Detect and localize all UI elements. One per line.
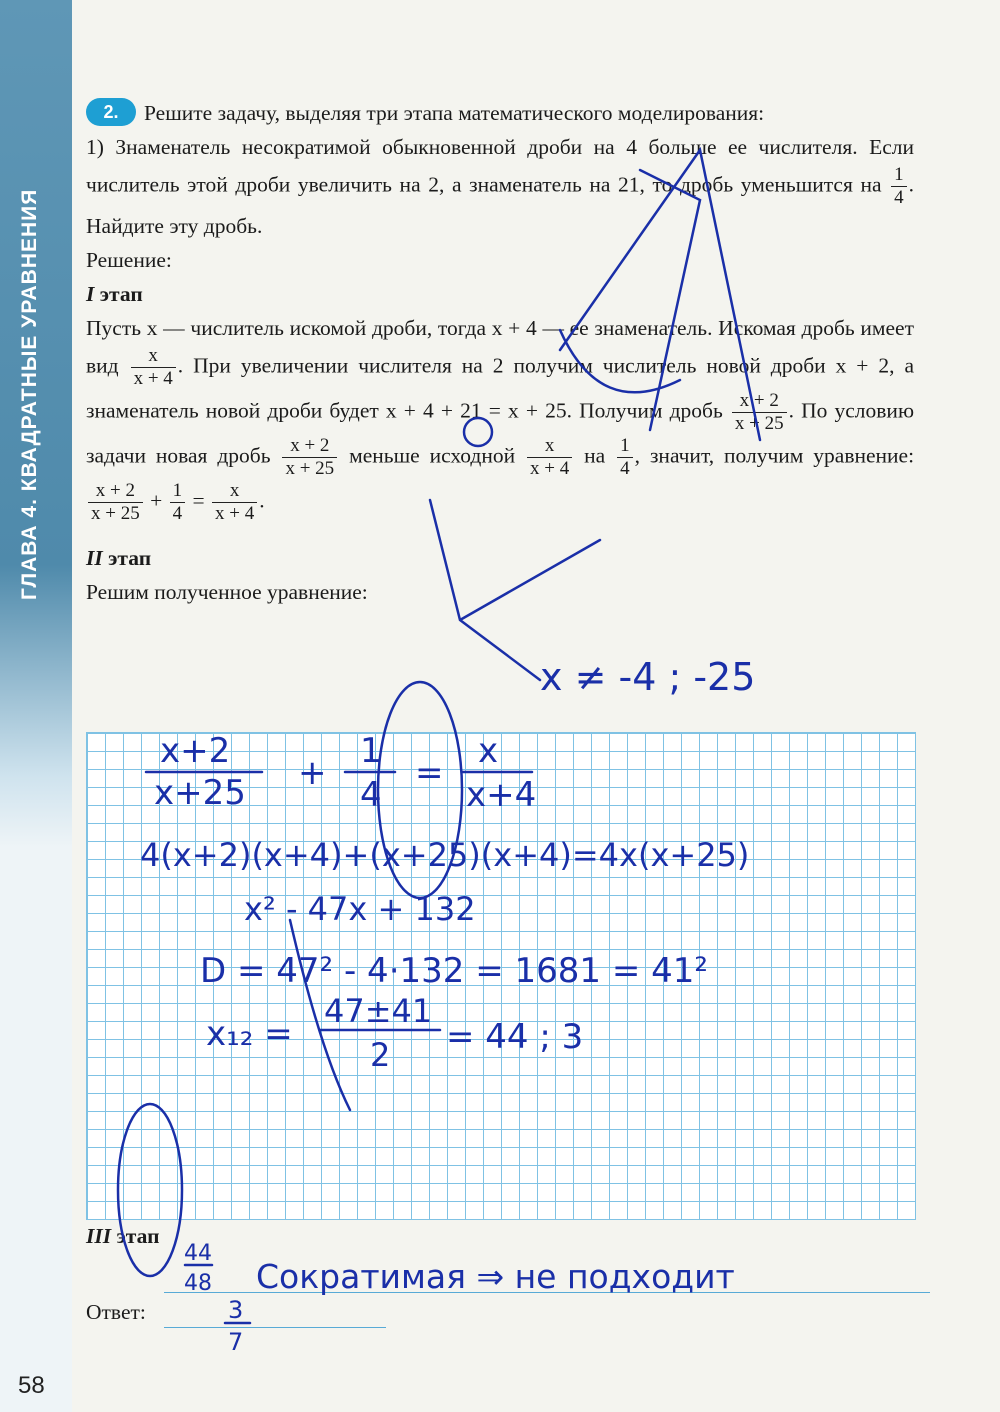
stage-roman: III [86, 1224, 112, 1248]
fraction-numerator: x [212, 480, 257, 503]
fraction-numerator: x + 2 [732, 390, 787, 413]
fraction-new-2 [282, 435, 337, 480]
equation-equals: = [192, 488, 205, 513]
fraction-denominator: 4 [620, 458, 630, 479]
hw-eq-den1: x+25 [154, 773, 246, 813]
problem-fraction [891, 164, 907, 209]
hw-eq-num2: 1 [360, 731, 382, 771]
solution-label: Решение: [86, 248, 172, 272]
hw-note: Сократимая ⇒ не подходит [256, 1257, 735, 1296]
fraction-numerator: x [131, 345, 176, 368]
stage-1-sentence: на [584, 443, 606, 468]
stage-2-heading [86, 541, 914, 575]
stage-1-heading [86, 277, 914, 311]
stage-3-heading [86, 1224, 159, 1249]
fraction-numerator: x + 2 [282, 435, 337, 458]
hw-eq-plus: + [298, 753, 327, 793]
hw-roots-lhs: x₁₂ = [206, 1014, 293, 1054]
stage-word: этап [99, 282, 143, 306]
hw-discriminant: D = 47² - 4·132 = 1681 = 41² [200, 951, 709, 991]
stage-word: этап [108, 546, 152, 570]
fraction-denominator: x + 4 [215, 503, 255, 524]
equation-fraction-3 [212, 480, 257, 525]
task-intro-text: Решите задачу, выделяя три этапа математического моделирования: [144, 101, 765, 125]
graph-paper-grid [86, 732, 916, 1220]
chapter-sidebar [0, 0, 72, 1412]
hw-answer-den: 7 [228, 1328, 244, 1356]
hw-frac44-den: 48 [184, 1271, 212, 1296]
stage-word: этап [116, 1224, 160, 1248]
fraction-denominator: x + 25 [91, 503, 140, 524]
hw-margin-roots: x ≠ -4 ; -25 [540, 655, 756, 699]
hw-eq-den3: x+4 [466, 775, 537, 815]
fraction-denominator: x + 25 [734, 413, 784, 434]
hw-answer-num: 3 [228, 1296, 244, 1324]
stage-2-text: Решим полученное уравнение: [86, 580, 368, 604]
stage-1-sentence: . При увеличении числителя на 2 получим числитель новой дроби x + 2, а знаменатель новой дроби будет x + 4 + 21 = x + 25. Получим дробь [86, 353, 914, 423]
fraction-quarter [617, 435, 633, 480]
fraction-numerator: 1 [170, 480, 186, 503]
stage-1-sentence: Пусть x — числитель искомой дроби, тогда x + 4 — ее знаменатель. Искомая дробь имеет вид [86, 316, 914, 378]
fraction-numerator: x [527, 435, 572, 458]
task-number-badge: 2. [86, 98, 136, 126]
equation-fraction-1 [88, 480, 143, 525]
answer-line [164, 1327, 386, 1328]
problem-text-part: 1) Знаменатель несократимой обыкновенной дроби на 4 больше ее числителя. Если числитель этой дроби увеличить на 2, а знаменатель на 21, то дробь уменьшится на [86, 135, 914, 197]
page-number: 58 [18, 1372, 45, 1399]
stage-roman: II [86, 546, 103, 570]
hw-line-3: x² - 47x + 132 [244, 890, 476, 928]
fraction-denominator: x + 25 [285, 458, 335, 479]
fraction-x-over-x4 [131, 345, 176, 390]
fraction-numerator: 1 [891, 164, 907, 187]
hw-roots-rhs: = 44 ; 3 [446, 1017, 584, 1057]
stage-roman: I [86, 282, 95, 306]
stage-1-sentence: , значит, получим уравнение: [634, 443, 915, 468]
answer-label: Ответ: [86, 1300, 146, 1324]
task-intro [86, 96, 914, 130]
hw-eq-den2: 4 [360, 775, 382, 815]
stage-1-text [86, 311, 914, 525]
stage-3-writing-line [164, 1292, 930, 1293]
equation-plus: + [150, 488, 163, 513]
hw-line-2: 4(x+2)(x+4)+(x+25)(x+4)=4x(x+25) [140, 836, 750, 874]
hw-eq-num3: x [478, 731, 499, 771]
task-content [86, 96, 914, 609]
stage-1-sentence: меньше исходной [349, 443, 516, 468]
fraction-denominator: 4 [172, 503, 183, 524]
fraction-denominator: x + 4 [133, 368, 173, 389]
fraction-numerator: 1 [617, 435, 633, 458]
hw-eq-eq: = [415, 753, 444, 793]
fraction-numerator: x + 2 [88, 480, 143, 503]
hw-frac44-num: 44 [184, 1241, 212, 1266]
equation-end: . [259, 488, 265, 513]
fraction-new [732, 390, 787, 435]
chapter-title: ГЛАВА 4. КВАДРАТНЫЕ УРАВНЕНИЯ [18, 188, 41, 600]
stage-1-sentence: . По условию задачи новая дробь [86, 398, 914, 468]
hw-roots-num: 47±41 [324, 992, 433, 1030]
fraction-denominator: x + 4 [530, 458, 570, 479]
fraction-denominator: 4 [894, 187, 904, 208]
problem-text [86, 130, 914, 243]
hw-eq-num1: x+2 [160, 731, 231, 771]
hw-roots-den: 2 [370, 1036, 391, 1074]
problem-text-end: . Найдите эту дробь. [86, 172, 914, 238]
fraction-original [527, 435, 572, 480]
equation-fraction-2 [170, 480, 186, 525]
